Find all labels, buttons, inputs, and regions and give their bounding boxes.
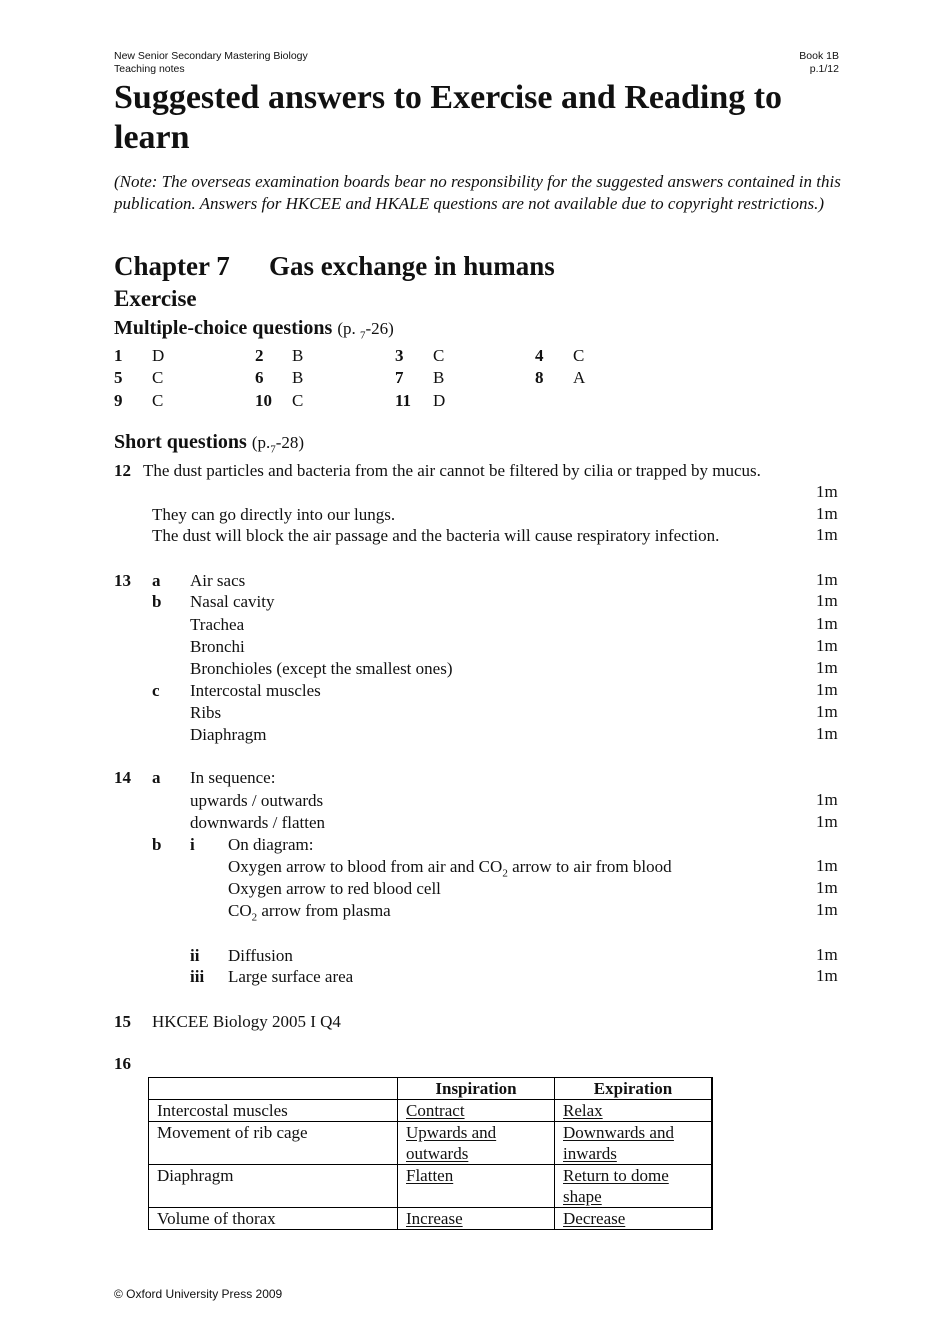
chapter-number: Chapter 7 bbox=[114, 251, 230, 281]
mcq-answer: B bbox=[433, 368, 445, 387]
question-number: 12 bbox=[114, 461, 131, 480]
mcq-q-number: 4 bbox=[535, 346, 544, 365]
mcq-page-pre: (p. bbox=[337, 319, 361, 338]
table-row bbox=[149, 1122, 713, 1165]
table-cell-expiration: Return to dome shape bbox=[563, 1166, 669, 1206]
answer-text: Bronchioles (except the smallest ones) bbox=[190, 659, 453, 678]
answer-text-part: Oxygen arrow to blood from air and CO bbox=[228, 857, 503, 876]
answer-text: Oxygen arrow to red blood cell bbox=[228, 879, 441, 898]
mark: 1m bbox=[816, 591, 838, 610]
part-label: b bbox=[152, 592, 162, 611]
mark: 1m bbox=[816, 878, 838, 897]
mcq-answer: D bbox=[152, 346, 165, 365]
mcq-q-number: 9 bbox=[114, 391, 123, 410]
table-cell-expiration: Decrease bbox=[563, 1209, 626, 1228]
mcq-answer: D bbox=[433, 391, 446, 410]
answer-text-part: CO bbox=[228, 901, 252, 920]
mcq-answer: C bbox=[292, 391, 304, 410]
table-header-expiration: Expiration bbox=[555, 1078, 713, 1100]
table-cell-inspiration: Upwards and outwards bbox=[406, 1123, 497, 1163]
short-questions-heading bbox=[114, 431, 304, 455]
mark: 1m bbox=[816, 945, 838, 964]
subscript: 2 bbox=[502, 867, 508, 880]
subpart-label: iii bbox=[190, 967, 205, 986]
answer-text: Nasal cavity bbox=[190, 592, 275, 611]
mcq-q-number: 8 bbox=[535, 368, 544, 387]
table-cell-inspiration: Increase bbox=[406, 1209, 463, 1228]
question-number: 14 bbox=[114, 768, 131, 787]
mcq-page-ref bbox=[337, 319, 394, 342]
part-label: a bbox=[152, 768, 161, 787]
mark: 1m bbox=[816, 966, 838, 985]
mcq-q-number: 5 bbox=[114, 368, 123, 387]
answer-text bbox=[228, 900, 391, 928]
mcq-answer: C bbox=[152, 368, 164, 387]
mark: 1m bbox=[816, 724, 838, 743]
part-label: c bbox=[152, 681, 160, 700]
mcq-q-number: 3 bbox=[395, 346, 404, 365]
page-title-line-2: learn bbox=[114, 119, 190, 156]
mark: 1m bbox=[816, 525, 838, 544]
table-cell-inspiration: Flatten bbox=[406, 1166, 454, 1185]
mcq-answer: A bbox=[573, 368, 586, 387]
answer-text: The dust particles and bacteria from the air cannot be filtered by cilia or trapped by mucus. bbox=[143, 461, 761, 480]
table-header-row bbox=[149, 1078, 713, 1100]
mcq-answer: B bbox=[292, 368, 304, 387]
table-cell-expiration: Relax bbox=[563, 1101, 603, 1120]
table-row-label: Movement of rib cage bbox=[149, 1122, 398, 1165]
mcq-answer: B bbox=[292, 346, 304, 365]
mcq-q-number: 7 bbox=[395, 368, 404, 387]
mcq-page-post: -26) bbox=[365, 319, 394, 338]
answer-text: On diagram: bbox=[228, 835, 314, 854]
answer-text: In sequence: bbox=[190, 768, 276, 787]
header-subtitle: Teaching notes bbox=[114, 63, 185, 75]
mark: 1m bbox=[816, 900, 838, 919]
short-page-post: -28) bbox=[275, 433, 305, 452]
answer-text: The dust will block the air passage and the bacteria will cause respiratory infection. bbox=[152, 526, 720, 545]
mark: 1m bbox=[816, 658, 838, 677]
mcq-q-number: 11 bbox=[395, 391, 412, 410]
table-cell-expiration: Downwards and inwards bbox=[563, 1123, 674, 1163]
question-number: 15 bbox=[114, 1012, 131, 1031]
mcq-heading bbox=[114, 317, 394, 341]
table-cell-inspiration: Contract bbox=[406, 1101, 465, 1120]
answer-text-part: arrow to air from blood bbox=[507, 857, 672, 876]
mark: 1m bbox=[816, 856, 838, 875]
page-title-line-1: Suggested answers to Exercise and Reading to bbox=[114, 79, 783, 116]
header-page-number: p.1/12 bbox=[809, 63, 839, 75]
mcq-q-number: 2 bbox=[255, 346, 264, 365]
header-book-number: Book 1B bbox=[799, 50, 839, 62]
mcq-answer: C bbox=[573, 346, 585, 365]
footer-copyright: © Oxford University Press 2009 bbox=[114, 1287, 283, 1301]
mcq-q-number: 10 bbox=[255, 391, 272, 410]
mark: 1m bbox=[816, 482, 838, 501]
part-label: b bbox=[152, 835, 162, 854]
answer-text: upwards / outwards bbox=[190, 791, 324, 810]
table-row bbox=[149, 1165, 713, 1208]
answer-text: HKCEE Biology 2005 I Q4 bbox=[152, 1012, 341, 1031]
question-number: 13 bbox=[114, 571, 131, 590]
disclaimer-note: (Note: The overseas examination boards bear no responsibility for the suggested answers contained in this publication. Answers for HKCEE and HKALE questions are not available due to copyright restrictions.) bbox=[114, 172, 841, 213]
answer-text: Trachea bbox=[190, 615, 245, 634]
mark: 1m bbox=[816, 614, 838, 633]
answer-text: downwards / flatten bbox=[190, 813, 326, 832]
table-header-inspiration: Inspiration bbox=[398, 1078, 555, 1100]
mcq-answer: C bbox=[152, 391, 164, 410]
answer-text: Large surface area bbox=[228, 967, 354, 986]
answer-text: They can go directly into our lungs. bbox=[152, 505, 396, 524]
subpart-label: ii bbox=[190, 946, 200, 965]
mark: 1m bbox=[816, 702, 838, 721]
exercise-heading: Exercise bbox=[114, 286, 197, 311]
mark: 1m bbox=[816, 790, 838, 809]
answer-text: Air sacs bbox=[190, 571, 246, 590]
mark: 1m bbox=[816, 570, 838, 589]
mcq-answer: C bbox=[433, 346, 445, 365]
part-label: a bbox=[152, 571, 161, 590]
mcq-heading-text: Multiple-choice questions bbox=[114, 317, 333, 339]
answer-text: Bronchi bbox=[190, 637, 245, 656]
answer-text: Ribs bbox=[190, 703, 222, 722]
short-page-sub: 7 bbox=[270, 443, 276, 456]
table-row bbox=[149, 1208, 713, 1230]
answer-text: Intercostal muscles bbox=[190, 681, 321, 700]
short-page-pre: (p. bbox=[251, 433, 271, 452]
mcq-page-sub: 7 bbox=[360, 329, 366, 342]
short-heading-text: Short questions bbox=[114, 431, 247, 453]
chapter-title: Gas exchange in humans bbox=[269, 251, 555, 281]
short-page-ref bbox=[251, 433, 305, 456]
answer-text-part: arrow from plasma bbox=[257, 901, 391, 920]
table-row-label: Intercostal muscles bbox=[149, 1100, 398, 1122]
mark: 1m bbox=[816, 812, 838, 831]
mcq-q-number: 1 bbox=[114, 346, 123, 365]
breathing-comparison-table bbox=[148, 1077, 713, 1230]
mark: 1m bbox=[816, 680, 838, 699]
table-row-label: Volume of thorax bbox=[149, 1208, 398, 1230]
answer-text: Diffusion bbox=[228, 946, 293, 965]
mark: 1m bbox=[816, 504, 838, 523]
answer-text: Diaphragm bbox=[190, 725, 267, 744]
header-book-title: New Senior Secondary Mastering Biology bbox=[114, 50, 308, 62]
table-row-label: Diaphragm bbox=[149, 1165, 398, 1208]
question-number: 16 bbox=[114, 1054, 131, 1073]
table-row bbox=[149, 1100, 713, 1122]
mcq-q-number: 6 bbox=[255, 368, 264, 387]
subscript: 2 bbox=[251, 911, 258, 924]
table-header-blank bbox=[149, 1078, 398, 1100]
mark: 1m bbox=[816, 636, 838, 655]
subpart-label: i bbox=[190, 835, 195, 854]
